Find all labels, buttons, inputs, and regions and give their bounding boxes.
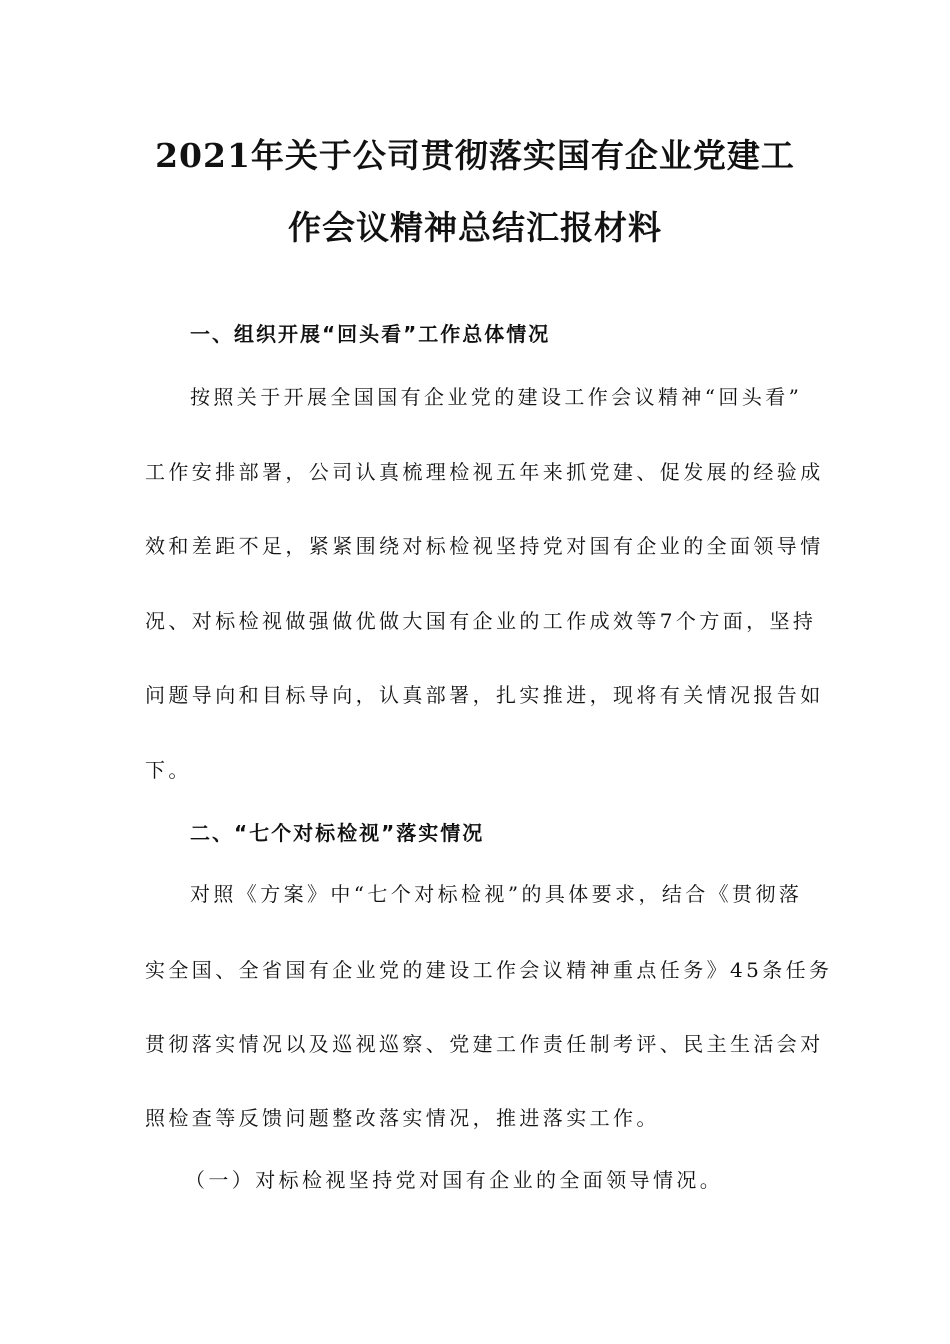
section-1-paragraph-line: 问题导向和目标导向，认真部署，扎实推进，现将有关情况报告如 [145,683,824,707]
section-1-paragraph-line: 下。 [145,758,192,782]
section-2-paragraph-line: 贯彻落实情况以及巡视巡察、党建工作责任制考评、民主生活会对 [145,1032,824,1056]
section-1-paragraph-line: 按照关于开展全国国有企业党的建设工作会议精神“回头看” [190,385,803,409]
section-1-paragraph-line: 效和差距不足，紧紧围绕对标检视坚持党对国有企业的全面领导情 [145,534,824,558]
section-2-heading: 二、“七个对标检视”落实情况 [190,821,485,845]
document-title-line-2: 作会议精神总结汇报材料 [288,208,662,247]
section-1-heading: 一、组织开展“回头看”工作总体情况 [190,322,551,346]
section-2-paragraph-line: 对照《方案》中“七个对标检视”的具体要求，结合《贯彻落 [190,882,803,906]
section-2-paragraph-line: 照检查等反馈问题整改落实情况，推进落实工作。 [145,1106,660,1130]
section-2-subheading: （一）对标检视坚持党对国有企业的全面领导情况。 [185,1168,724,1192]
section-1-paragraph-line: 工作安排部署，公司认真梳理检视五年来抓党建、促发展的经验成 [145,460,824,484]
section-1-paragraph-line: 况、对标检视做强做优做大国有企业的工作成效等7个方面，坚持 [145,609,817,633]
document-title-line-1: 2021年关于公司贯彻落实国有企业党建工 [155,136,795,175]
section-2-paragraph-line: 实全国、全省国有企业党的建设工作会议精神重点任务》45条任务 [145,958,833,982]
